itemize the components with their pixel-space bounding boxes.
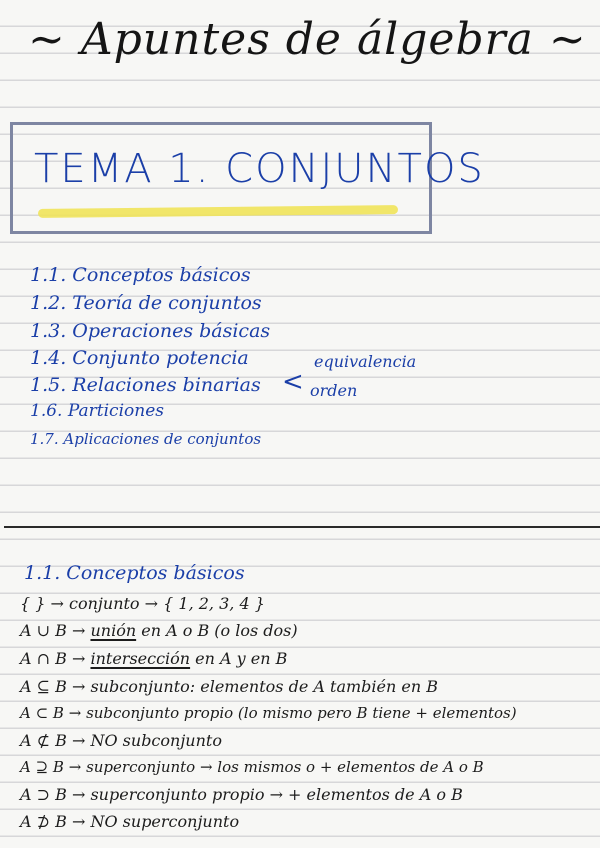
relation-type-equivalencia: equivalencia <box>314 352 417 371</box>
toc-item: 1.1. Conceptos básicos <box>30 264 251 286</box>
toc-item: 1.6. Particiones <box>30 401 164 421</box>
toc-item: 1.3. Operaciones básicas <box>30 320 271 342</box>
relation-type-orden: orden <box>310 381 358 400</box>
note-line: A ⊇ B → superconjunto → los mismos o + elementos de A o B <box>20 758 484 776</box>
underlined-term: intersección <box>90 649 191 668</box>
note-line: A ⊃ B → superconjunto propio → + elementos de A o B <box>20 785 463 804</box>
note-line: A ⊂ B → subconjunto propio (lo mismo pero B tiene + elementos) <box>20 704 517 722</box>
toc-item: 1.2. Teoría de conjuntos <box>30 292 262 314</box>
branch-bracket-icon: < <box>282 367 304 397</box>
note-line: A ⊅ B → NO superconjunto <box>20 812 240 831</box>
underlined-term: unión <box>90 621 137 640</box>
section-title: 1.1. Conceptos básicos <box>24 562 245 584</box>
note-line: { } → conjunto → { 1, 2, 3, 4 } <box>20 594 265 613</box>
page-title: ~ Apuntes de álgebra ~ <box>28 14 587 65</box>
topic-title: TEMA 1. CONJUNTOS <box>34 146 485 192</box>
section-divider <box>4 526 600 528</box>
note-line: A ∪ B → unión en A o B (o los dos) <box>20 621 298 640</box>
note-line: A ⊆ B → subconjunto: elementos de A también en B <box>20 677 439 696</box>
toc-item: 1.5. Relaciones binarias <box>30 374 261 396</box>
toc-item: 1.7. Aplicaciones de conjuntos <box>30 430 262 448</box>
note-line: A ⊄ B → NO subconjunto <box>20 731 222 750</box>
toc-item: 1.4. Conjunto potencia <box>30 347 249 369</box>
note-line: A ∩ B → intersección en A y en B <box>20 649 288 668</box>
